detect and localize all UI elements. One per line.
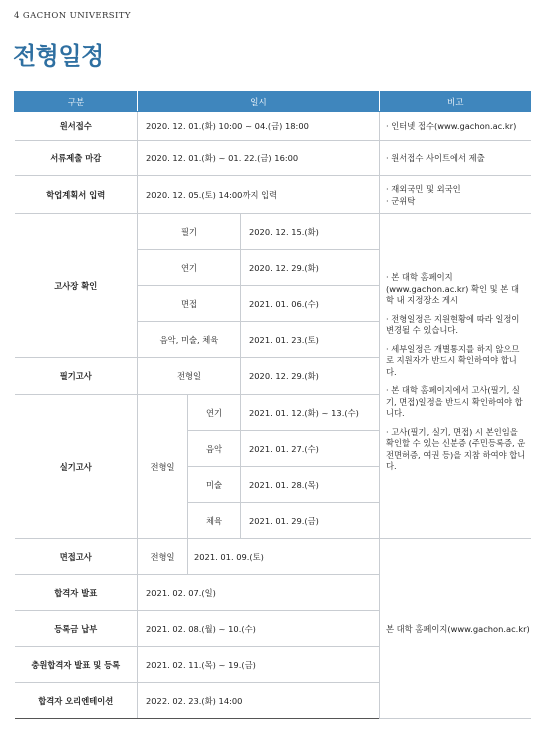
row-date: 2020. 12. 29.(화)	[241, 250, 380, 286]
row-note: · 인터넷 접수(www.gachon.ac.kr)	[380, 112, 531, 141]
row-date: 2021. 01. 23.(토)	[241, 322, 380, 358]
note-line: · 전형일정은 지원현황에 따라 일정이 변경될 수 있습니다.	[386, 313, 520, 336]
note-line: · 세부일정은 개별통지를 하지 않으므로 지원자가 반드시 확인하여야 합니다.	[386, 343, 520, 377]
row-date: 2021. 02. 11.(목) ~ 19.(금)	[138, 647, 380, 683]
table-header-row	[15, 92, 531, 112]
schedule-table	[14, 91, 531, 719]
table-row	[15, 214, 531, 250]
row-date: 2020. 12. 01.(화) 10:00 ~ 04.(금) 18:00	[138, 112, 380, 141]
row-date: 2021. 02. 07.(일)	[138, 575, 380, 611]
row-category: 실기고사	[15, 395, 138, 539]
row-date: 2020. 12. 15.(화)	[241, 214, 380, 250]
column-header-category: 구분	[15, 92, 138, 112]
shared-notes	[380, 214, 531, 539]
note-line: · 본 대학 홈페이지에서 고사(필기, 실기, 면접)일정을 반드시 확인하여야 합니다.	[386, 385, 523, 419]
note-line: · 군위탁	[386, 195, 416, 206]
row-date: 2021. 01. 12.(화) ~ 13.(수)	[241, 395, 380, 431]
row-category: 고사장 확인	[15, 214, 138, 358]
row-date: 2021. 01. 29.(금)	[241, 503, 380, 539]
note-line: · 본 대학 홈페이지 (www.gachon.ac.kr) 확인 및 본 대학 내 지정장소 게시	[386, 272, 519, 306]
sub-label: 필기	[138, 214, 241, 250]
sub-label: 음악, 미술, 체육	[138, 322, 241, 358]
note-line: · 재외국민 및 외국인	[386, 183, 461, 194]
note-line: · 고사(필기, 실기, 면접) 시 본인임을 확인할 수 있는 신분증 (주민등록증, 운전면허증, 여권 등)을 지참 하여야 합니다.	[386, 426, 526, 472]
row-date: 2021. 01. 06.(수)	[241, 286, 380, 322]
sub-label: 연기	[188, 395, 241, 431]
sub-label: 전형일	[138, 539, 188, 575]
sub-label: 전형일	[138, 395, 188, 539]
row-date: 2021. 02. 08.(월) ~ 10.(수)	[138, 611, 380, 647]
sub-label: 연기	[138, 250, 241, 286]
row-category: 합격자 오리엔테이션	[15, 683, 138, 719]
running-head: 4 GACHON UNIVERSITY	[14, 11, 131, 21]
table-row	[15, 141, 531, 176]
row-category: 합격자 발표	[15, 575, 138, 611]
table-row	[15, 112, 531, 141]
row-date: 2021. 01. 09.(토)	[188, 539, 380, 575]
sub-label: 면접	[138, 286, 241, 322]
sub-label: 미술	[188, 467, 241, 503]
row-category: 서류제출 마감	[15, 141, 138, 176]
column-header-date: 일시	[138, 92, 380, 112]
row-note: 본 대학 홈페이지(www.gachon.ac.kr)	[380, 539, 531, 719]
row-date: 2020. 12. 01.(화) ~ 01. 22.(금) 16:00	[138, 141, 380, 176]
row-note	[380, 176, 531, 214]
row-date: 2021. 01. 28.(목)	[241, 467, 380, 503]
row-date: 2021. 01. 27.(수)	[241, 431, 380, 467]
sub-label: 전형일	[138, 358, 241, 395]
column-header-note: 비고	[380, 92, 531, 112]
sub-label: 체육	[188, 503, 241, 539]
row-category: 원서접수	[15, 112, 138, 141]
table-row	[15, 539, 531, 575]
page-title: 전형일정	[13, 42, 104, 70]
row-note: · 원서접수 사이트에서 제출	[380, 141, 531, 176]
table-row	[15, 176, 531, 214]
sub-label: 음악	[188, 431, 241, 467]
row-category: 등록금 납부	[15, 611, 138, 647]
row-category: 면접고사	[15, 539, 138, 575]
row-category: 충원합격자 발표 및 등록	[15, 647, 138, 683]
row-category: 필기고사	[15, 358, 138, 395]
row-category: 학업계획서 입력	[15, 176, 138, 214]
row-date: 2022. 02. 23.(화) 14:00	[138, 683, 380, 719]
row-date: 2020. 12. 05.(토) 14:00까지 입력	[138, 176, 380, 214]
row-date: 2020. 12. 29.(화)	[241, 358, 380, 395]
